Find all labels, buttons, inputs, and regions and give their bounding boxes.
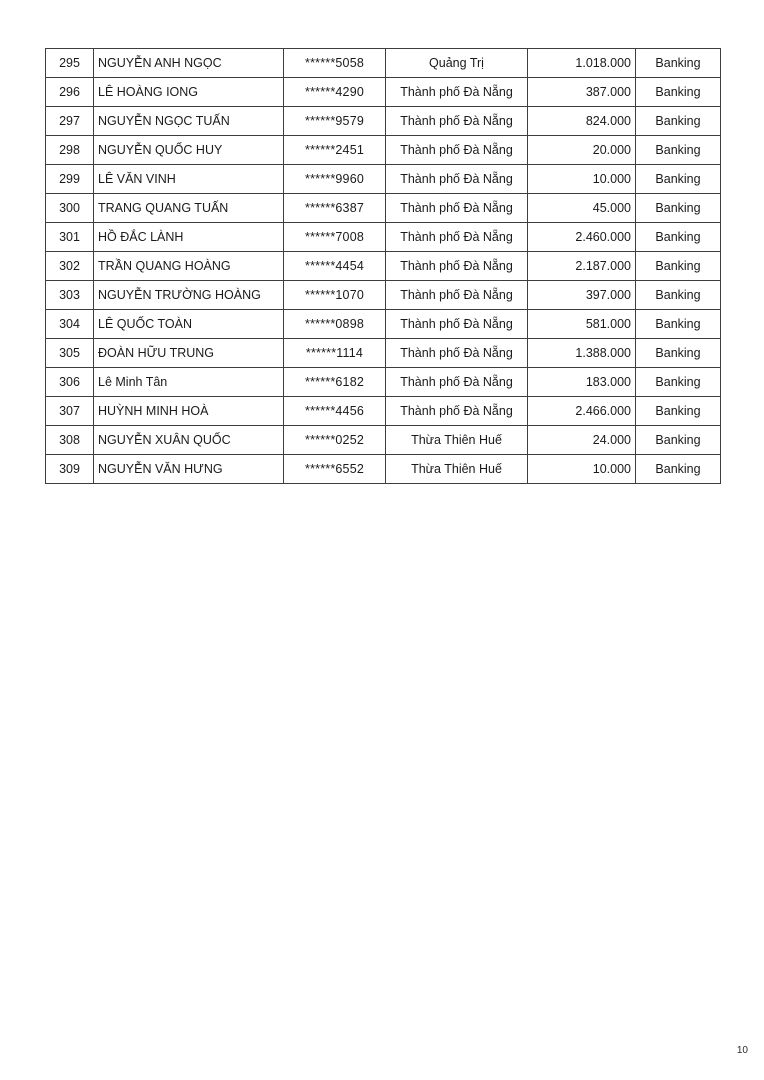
amount-cell: 10.000 — [528, 165, 636, 194]
amount-cell: 10.000 — [528, 455, 636, 484]
channel-cell: Banking — [636, 78, 721, 107]
row-index-cell: 304 — [46, 310, 94, 339]
channel-cell: Banking — [636, 426, 721, 455]
location-cell: Thành phố Đà Nẵng — [386, 136, 528, 165]
amount-cell: 45.000 — [528, 194, 636, 223]
name-cell: TRẦN QUANG HOÀNG — [94, 252, 284, 281]
name-cell: NGUYỄN XUÂN QUỐC — [94, 426, 284, 455]
amount-cell: 183.000 — [528, 368, 636, 397]
amount-cell: 1.388.000 — [528, 339, 636, 368]
channel-cell: Banking — [636, 194, 721, 223]
location-cell: Thừa Thiên Huế — [386, 455, 528, 484]
location-cell: Thừa Thiên Huế — [386, 426, 528, 455]
amount-cell: 24.000 — [528, 426, 636, 455]
account-cell: ******9960 — [284, 165, 386, 194]
row-index-cell: 296 — [46, 78, 94, 107]
channel-cell: Banking — [636, 368, 721, 397]
page-number: 10 — [736, 1045, 748, 1056]
table-row — [46, 78, 721, 107]
table-row — [46, 310, 721, 339]
channel-cell: Banking — [636, 107, 721, 136]
location-cell: Thành phố Đà Nẵng — [386, 107, 528, 136]
table-row — [46, 368, 721, 397]
name-cell: LÊ HOÀNG IONG — [94, 78, 284, 107]
account-cell: ******1114 — [284, 339, 386, 368]
row-index-cell: 302 — [46, 252, 94, 281]
account-cell: ******6552 — [284, 455, 386, 484]
location-cell: Quảng Trị — [386, 49, 528, 78]
row-index-cell: 295 — [46, 49, 94, 78]
account-cell: ******0898 — [284, 310, 386, 339]
channel-cell: Banking — [636, 339, 721, 368]
amount-cell: 824.000 — [528, 107, 636, 136]
amount-cell: 397.000 — [528, 281, 636, 310]
name-cell: HUỲNH MINH HOÀ — [94, 397, 284, 426]
row-index-cell: 301 — [46, 223, 94, 252]
channel-cell: Banking — [636, 49, 721, 78]
amount-cell: 2.466.000 — [528, 397, 636, 426]
row-index-cell: 303 — [46, 281, 94, 310]
location-cell: Thành phố Đà Nẵng — [386, 310, 528, 339]
name-cell: NGUYỄN TRƯỜNG HOÀNG — [94, 281, 284, 310]
channel-cell: Banking — [636, 165, 721, 194]
account-cell: ******4456 — [284, 397, 386, 426]
row-index-cell: 308 — [46, 426, 94, 455]
name-cell: LÊ QUỐC TOÀN — [94, 310, 284, 339]
amount-cell: 1.018.000 — [528, 49, 636, 78]
row-index-cell: 307 — [46, 397, 94, 426]
channel-cell: Banking — [636, 223, 721, 252]
channel-cell: Banking — [636, 281, 721, 310]
location-cell: Thành phố Đà Nẵng — [386, 165, 528, 194]
table-row — [46, 165, 721, 194]
table-row — [46, 339, 721, 368]
name-cell: TRANG QUANG TUẤN — [94, 194, 284, 223]
location-cell: Thành phố Đà Nẵng — [386, 281, 528, 310]
row-index-cell: 298 — [46, 136, 94, 165]
table-row — [46, 223, 721, 252]
row-index-cell: 309 — [46, 455, 94, 484]
amount-cell: 581.000 — [528, 310, 636, 339]
location-cell: Thành phố Đà Nẵng — [386, 252, 528, 281]
channel-cell: Banking — [636, 397, 721, 426]
account-cell: ******2451 — [284, 136, 386, 165]
channel-cell: Banking — [636, 136, 721, 165]
location-cell: Thành phố Đà Nẵng — [386, 78, 528, 107]
name-cell: NGUYỄN NGỌC TUẤN — [94, 107, 284, 136]
name-cell: HỒ ĐẮC LÀNH — [94, 223, 284, 252]
amount-cell: 387.000 — [528, 78, 636, 107]
table-row — [46, 455, 721, 484]
table-row — [46, 107, 721, 136]
amount-cell: 20.000 — [528, 136, 636, 165]
account-cell: ******9579 — [284, 107, 386, 136]
table-row — [46, 252, 721, 281]
row-index-cell: 300 — [46, 194, 94, 223]
location-cell: Thành phố Đà Nẵng — [386, 223, 528, 252]
account-cell: ******5058 — [284, 49, 386, 78]
donor-table — [45, 48, 721, 484]
name-cell: NGUYỄN VĂN HƯNG — [94, 455, 284, 484]
location-cell: Thành phố Đà Nẵng — [386, 339, 528, 368]
table-row — [46, 426, 721, 455]
location-cell: Thành phố Đà Nẵng — [386, 194, 528, 223]
account-cell: ******1070 — [284, 281, 386, 310]
amount-cell: 2.187.000 — [528, 252, 636, 281]
row-index-cell: 297 — [46, 107, 94, 136]
account-cell: ******6182 — [284, 368, 386, 397]
row-index-cell: 306 — [46, 368, 94, 397]
account-cell: ******4290 — [284, 78, 386, 107]
location-cell: Thành phố Đà Nẵng — [386, 397, 528, 426]
name-cell: ĐOÀN HỮU TRUNG — [94, 339, 284, 368]
account-cell: ******4454 — [284, 252, 386, 281]
channel-cell: Banking — [636, 310, 721, 339]
account-cell: ******7008 — [284, 223, 386, 252]
channel-cell: Banking — [636, 455, 721, 484]
table-row — [46, 281, 721, 310]
amount-cell: 2.460.000 — [528, 223, 636, 252]
channel-cell: Banking — [636, 252, 721, 281]
table-row — [46, 49, 721, 78]
table-row — [46, 136, 721, 165]
row-index-cell: 305 — [46, 339, 94, 368]
table-row — [46, 397, 721, 426]
name-cell: Lê Minh Tân — [94, 368, 284, 397]
name-cell: NGUYỄN ANH NGỌC — [94, 49, 284, 78]
account-cell: ******6387 — [284, 194, 386, 223]
name-cell: NGUYỄN QUỐC HUY — [94, 136, 284, 165]
location-cell: Thành phố Đà Nẵng — [386, 368, 528, 397]
table-row — [46, 194, 721, 223]
name-cell: LÊ VĂN VINH — [94, 165, 284, 194]
row-index-cell: 299 — [46, 165, 94, 194]
account-cell: ******0252 — [284, 426, 386, 455]
